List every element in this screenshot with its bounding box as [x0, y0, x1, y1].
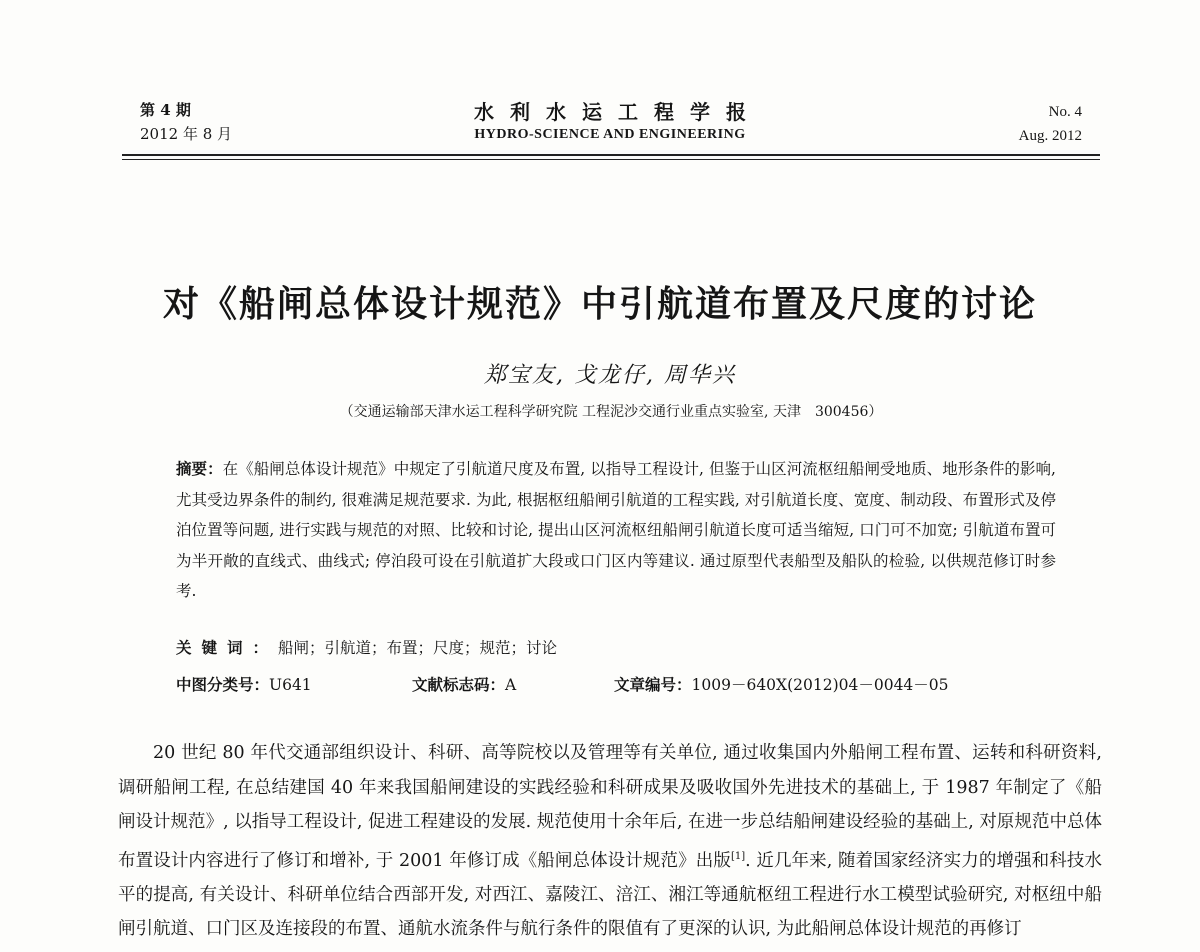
clc-code: [176, 673, 312, 695]
issue-number-en: No. 4: [1048, 104, 1082, 120]
abstract-text: 在《船闸总体设计规范》中规定了引航道尺度及布置, 以指导工程设计, 但鉴于山区河流枢纽船闸受地质、地形条件的影响, 尤其受边界条件的制约, 很难满足规范要求. 为此, 根据枢纽船闸引航道的工程实践, 对引航道长度、宽度、制动段、布置形式及停泊位置等问题, 进行实践与规范的对照、比较和讨论, 提出山区河流枢纽船闸引航道长度可适当缩短, 口门可不加宽; 引航道布置可为半开敞的直线式、曲线式; 停泊段可设在引航道扩大段或口门区内等建议. 通过原型代表船型及船队的检验, 以供规范修订时参考.: [176, 460, 1056, 600]
body-text: [118, 736, 1102, 947]
article-title: 对《船闸总体设计规范》中引航道布置及尺度的讨论: [162, 284, 1037, 325]
keywords-label: 关键词：: [176, 639, 279, 657]
document-code: [412, 673, 516, 695]
abstract-label: 摘要：: [176, 460, 223, 478]
body-text-part1: 20 世纪 80 年代交通部组织设计、科研、高等院校以及管理等有关单位, 通过收集国内外船闸工程布置、运转和科研资料, 调研船闸工程, 在总结建国 40 年来我国船闸建设的实践经验和科研成果及吸收国外先进技术的基础上, 于 1987 年制定了《船闸设计规范》, 以指导工程设计, 促进工程建设的发展. 规范使用十余年后, 在进一步总结船闸建设经验的基础上, 对原规范中总体布置设计内容进行了修订和增补, 于 2001 年修订成《船闸总体设计规范》出版: [118, 743, 1102, 871]
clc-value: U641: [269, 676, 312, 694]
journal-header: [400, 96, 820, 143]
doc-code-label: 文献标志码：: [412, 676, 506, 694]
article-no-value: 1009－640X(2012)04－0044－05: [691, 676, 949, 694]
author-affiliation: （交通运输部天津水运工程科学研究院 工程泥沙交通行业重点实验室, 天津 300456）: [339, 404, 883, 420]
doc-code-value: A: [505, 676, 517, 694]
keywords: [176, 636, 557, 658]
body-text-part2: . 近几年来, 随着国家经济实力的增强和科技水平的提高, 有关设计、科研单位结合西部开发, 对西江、嘉陵江、涪江、湘江等通航枢纽工程进行水工模型试验研究, 对枢纽中船闸引航道、口门区及连接段的布置、通航水流条件与航行条件的限值有了更深的认识, 为此船闸总体设计规范的再修订: [118, 850, 1103, 940]
clc-label: 中图分类号：: [176, 676, 270, 694]
journal-name-cn: 水利水运工程学报: [474, 100, 762, 124]
issue-number: 第 4 期: [140, 101, 191, 119]
body-paragraph: [118, 736, 1102, 947]
abstract: [176, 454, 1056, 607]
issue-date: 2012 年 8 月: [140, 125, 233, 143]
article-no-label: 文章编号：: [614, 676, 692, 694]
journal-name-en: HYDRO-SCIENCE AND ENGINEERING: [474, 127, 746, 142]
article-authors: 郑宝友, 戈龙仔, 周华兴: [484, 363, 736, 388]
header-left: [140, 98, 232, 146]
header-right: [1019, 100, 1082, 148]
article-number: [614, 673, 949, 695]
keywords-list: 船闸；引航道；布置；尺度；规范；讨论: [278, 639, 558, 657]
header-rule-thin: [122, 159, 1100, 160]
header-rule-thick: [122, 154, 1100, 156]
issue-date-en: Aug. 2012: [1018, 128, 1082, 144]
citation-reference[interactable]: [1]: [730, 850, 746, 862]
